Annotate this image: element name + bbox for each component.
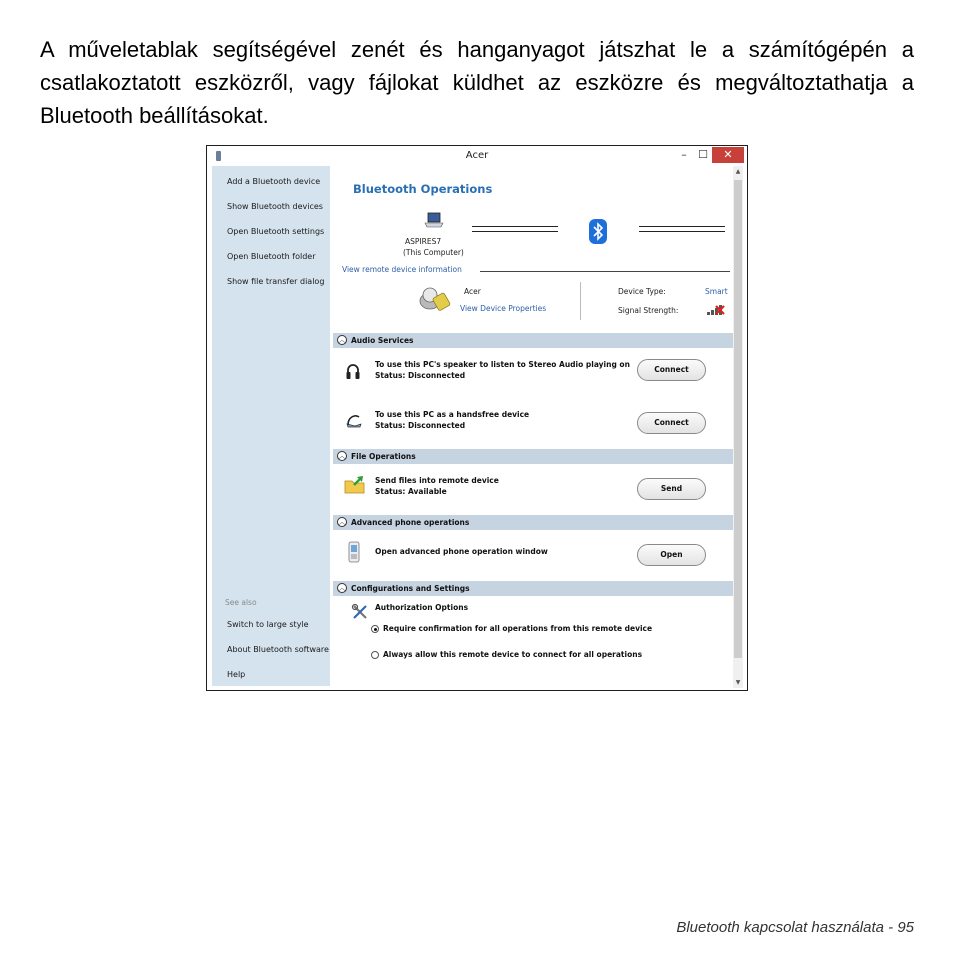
sidebar — [212, 166, 330, 686]
connection-line-left-2 — [472, 231, 558, 232]
stereo-audio-status: Disconnected — [408, 371, 466, 380]
maximize-button[interactable]: ☐ — [698, 148, 708, 161]
connection-line-left — [472, 226, 558, 227]
scroll-down-icon[interactable]: ▼ — [735, 679, 741, 686]
collapse-icon[interactable]: ︿ — [338, 518, 346, 526]
bluetooth-window — [206, 145, 748, 691]
remote-info-divider — [480, 271, 730, 272]
signal-strength-label: Signal Strength: — [618, 306, 679, 315]
radio-always-allow[interactable] — [371, 651, 379, 659]
send-files-status: Available — [408, 487, 447, 496]
section-advanced-phone[interactable] — [333, 515, 733, 530]
connection-line-right — [639, 226, 725, 227]
headphones-icon — [345, 362, 361, 380]
sidebar-item-large-style[interactable]: Switch to large style — [227, 620, 309, 629]
section-configurations[interactable] — [333, 581, 733, 596]
vertical-scrollbar[interactable] — [733, 166, 743, 688]
section-title: File Operations — [351, 452, 416, 461]
send-files-status-label: Status: — [375, 487, 406, 496]
handsfree-status-label: Status: — [375, 421, 406, 430]
authorization-options-title: Authorization Options — [375, 603, 469, 612]
computer-note: (This Computer) — [403, 248, 464, 257]
bluetooth-icon — [589, 219, 607, 244]
sidebar-item-help[interactable]: Help — [227, 670, 246, 679]
collapse-icon[interactable]: ︿ — [338, 452, 346, 460]
device-type-value: Smart — [705, 287, 728, 296]
sidebar-item-open-folder[interactable]: Open Bluetooth folder — [227, 252, 316, 261]
option-require-confirmation[interactable]: Require confirmation for all operations from this remote device — [383, 624, 653, 633]
window-title: Acer — [465, 150, 489, 161]
send-button[interactable]: Send — [637, 478, 706, 500]
see-also-label: See also — [225, 598, 257, 607]
footer-title: Bluetooth kapcsolat használata - — [676, 919, 894, 936]
send-files-folder-icon — [344, 475, 366, 495]
collapse-icon[interactable]: ︿ — [338, 584, 346, 592]
section-title: Configurations and Settings — [351, 584, 470, 593]
section-file-operations[interactable] — [333, 449, 733, 464]
phone-operations-description: Open advanced phone operation window — [375, 547, 548, 556]
stereo-audio-description: To use this PC's speaker to listen to Stereo Audio playing on — [375, 360, 630, 369]
sidebar-item-show-devices[interactable]: Show Bluetooth devices — [227, 202, 323, 211]
section-audio-services[interactable] — [333, 333, 733, 348]
laptop-icon — [424, 212, 444, 228]
minimize-button[interactable]: – — [681, 148, 687, 161]
sidebar-item-about[interactable]: About Bluetooth software — [227, 645, 329, 654]
stereo-audio-status-label: Status: — [375, 371, 406, 380]
intro-paragraph: A műveletablak segítségével zenét és hanganyagot játszhat le a számítógépén a csatlakoztatott eszközről, vagy fájlokat küldhet az eszközre és megváltoztathatja a Bluetooth beállításokat. — [40, 37, 914, 128]
section-title: Advanced phone operations — [351, 518, 470, 527]
stereo-connect-button[interactable]: Connect — [637, 359, 706, 381]
page-number: 95 — [897, 919, 914, 936]
handsfree-status: Disconnected — [408, 421, 466, 430]
collapse-icon[interactable]: ︿ — [338, 336, 346, 344]
device-properties-link[interactable]: View Device Properties — [460, 304, 547, 313]
page-footer — [676, 919, 914, 936]
sidebar-item-file-transfer[interactable]: Show file transfer dialog — [227, 277, 325, 286]
open-button[interactable]: Open — [637, 544, 706, 566]
remote-info-link[interactable]: View remote device information — [342, 265, 462, 274]
device-name: Acer — [464, 287, 481, 296]
connection-line-right-2 — [639, 231, 725, 232]
section-title: Audio Services — [351, 336, 414, 345]
scroll-up-icon[interactable]: ▲ — [735, 168, 741, 175]
computer-name: ASPIRES7 — [405, 237, 442, 246]
device-divider — [580, 282, 581, 320]
device-icon — [417, 281, 451, 313]
sidebar-item-add-device[interactable]: Add a Bluetooth device — [227, 177, 321, 186]
sidebar-item-open-settings[interactable]: Open Bluetooth settings — [227, 227, 325, 236]
handsfree-headset-icon — [345, 411, 363, 429]
handsfree-connect-button[interactable]: Connect — [637, 412, 706, 434]
authorization-tools-icon — [351, 603, 369, 621]
radio-require-confirmation[interactable] — [371, 625, 379, 633]
option-always-allow[interactable]: Always allow this remote device to connect for all operations — [383, 650, 643, 659]
device-type-label: Device Type: — [618, 287, 666, 296]
main-panel — [331, 166, 733, 688]
scrollbar-thumb[interactable] — [734, 180, 742, 658]
title-bar[interactable] — [207, 146, 747, 166]
handsfree-description: To use this PC as a handsfree device — [375, 410, 530, 419]
send-files-description: Send files into remote device — [375, 476, 499, 485]
page-title: Bluetooth Operations — [353, 182, 493, 196]
signal-strength-icon — [706, 302, 726, 316]
close-button[interactable]: ✕ — [712, 147, 744, 163]
phone-icon — [347, 541, 361, 563]
